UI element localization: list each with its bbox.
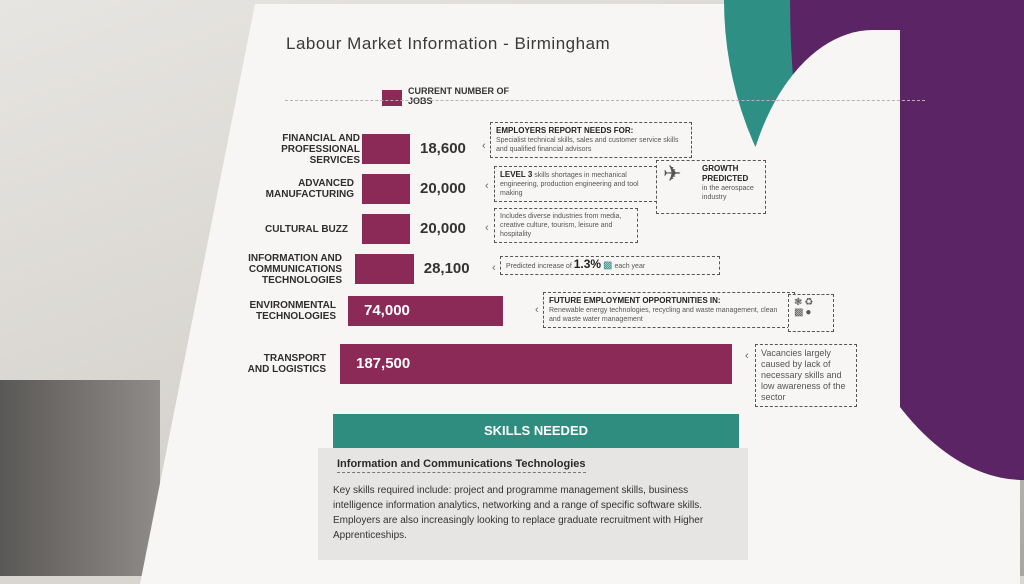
note-employers-text: Specialist technical skills, sales and customer service skills and qualified financial advisors	[496, 137, 679, 153]
divider	[285, 100, 925, 101]
water-drop-icon: ●	[805, 307, 812, 318]
note-level3-text: skills shortages in mechanical engineering, production engineering and tool making	[500, 172, 639, 197]
note-ict-value: 1.3%	[573, 257, 602, 271]
category-label: ADVANCED MANUFACTURING	[265, 178, 354, 200]
note-level3	[494, 166, 662, 202]
skills-heading: Information and Communications Technologies	[337, 458, 586, 473]
page-title: Labour Market Information - Birmingham	[286, 34, 611, 53]
note-ict	[500, 256, 720, 275]
note-employers-title: EMPLOYERS REPORT NEEDS FOR:	[496, 126, 634, 135]
note-future-text: Renewable energy technologies, recycling and waste management, clean and waste water management	[549, 307, 778, 323]
note-transport-text: Vacancies largely caused by lack of necessary skills and low awareness of the sector	[761, 348, 846, 402]
pointer-icon: ‹	[745, 350, 749, 362]
pointer-icon: ‹	[485, 180, 489, 192]
value-label: 18,600	[420, 140, 466, 157]
category-label: INFORMATION AND COMMUNICATIONS TECHNOLOGIES	[248, 252, 342, 286]
value-label: 28,100	[423, 260, 470, 277]
category-label: TRANSPORT AND LOGISTICS	[247, 353, 326, 375]
category-label: CULTURAL BUZZ	[265, 223, 348, 235]
wind-turbine-icon: ❃	[794, 297, 803, 308]
note-ict-prefix: Predicted increase of	[506, 263, 572, 270]
waste-icon: ▩	[794, 307, 804, 318]
pointer-icon: ‹	[482, 140, 486, 152]
note-transport	[755, 344, 857, 407]
note-level3-bold: LEVEL 3	[500, 170, 533, 179]
note-future-title: FUTURE EMPLOYMENT OPPORTUNITIES IN:	[549, 296, 721, 305]
pointer-icon: ‹	[535, 304, 539, 316]
legend-swatch	[382, 90, 402, 106]
note-growth-text: in the aerospace industry	[702, 185, 754, 201]
growth-chart-icon: ▩	[603, 260, 613, 271]
recycle-icon: ♻	[804, 297, 814, 308]
legend-label: CURRENT NUMBER OF JOBS	[408, 86, 509, 106]
note-growth-title: GROWTH PREDICTED	[702, 164, 749, 183]
skills-banner: SKILLS NEEDED	[333, 414, 739, 448]
value-label: 20,000	[420, 180, 466, 197]
bar	[362, 134, 410, 164]
bar	[362, 174, 410, 204]
category-label: ENVIRONMENTAL TECHNOLOGIES	[249, 300, 336, 322]
skills-body: Key skills required include: project and programme management skills, business intelligence information analytics, networking and a range of specific software skills. Employers are also increasingly looking to replace graduate recruitment with Higher Apprenticeships.	[333, 485, 704, 541]
bar	[362, 214, 410, 244]
shadow-area	[0, 380, 160, 576]
note-employers	[490, 122, 692, 158]
pointer-icon: ‹	[485, 222, 489, 234]
value-label: 74,000	[364, 302, 410, 319]
bar	[355, 254, 414, 284]
note-cultural-text: Includes diverse industries from media, creative culture, tourism, leisure and hospitality	[500, 213, 622, 238]
note-growth	[656, 160, 766, 214]
pointer-icon: ‹	[492, 262, 496, 274]
airplane-icon: ✈	[663, 161, 682, 186]
note-future	[543, 292, 795, 328]
note-ict-suffix: each year	[614, 263, 646, 270]
note-future-icons	[788, 294, 834, 332]
value-label: 20,000	[420, 220, 466, 237]
value-label: 187,500	[356, 355, 411, 372]
note-cultural	[494, 208, 638, 243]
category-label: FINANCIAL AND PROFESSIONAL SERVICES	[281, 132, 360, 166]
